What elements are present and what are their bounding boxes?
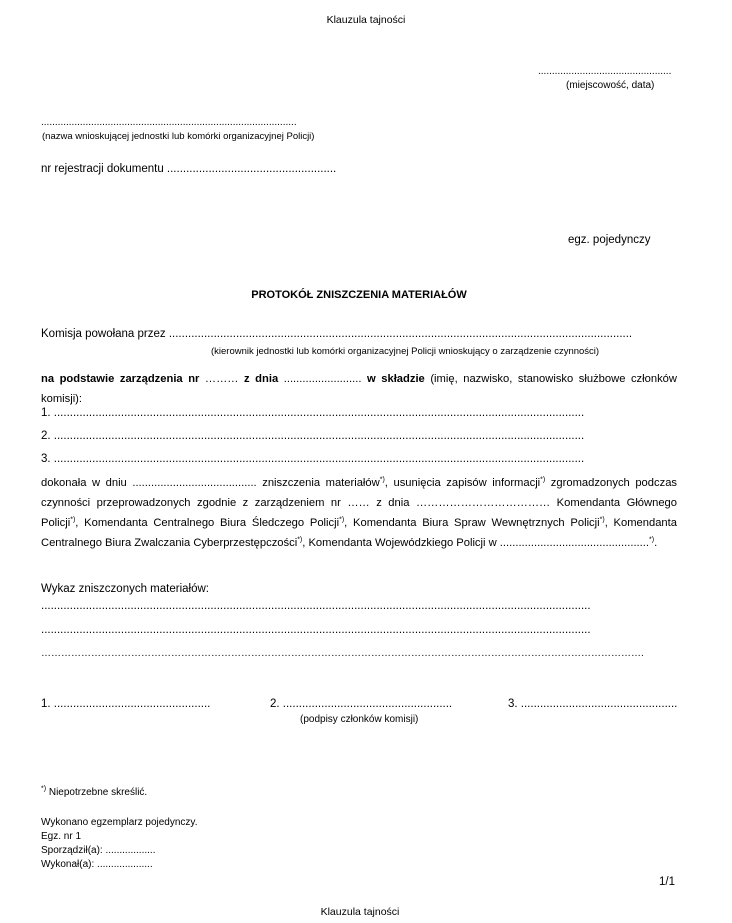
- basis-bold-date: z dnia: [244, 373, 279, 385]
- body-text-5: , Komendanta Biura Spraw Wewnętrznych Policji: [344, 517, 600, 529]
- list-line-1: ............................................................................................................................................................................: [41, 600, 591, 612]
- basis-date-dots: .........................: [278, 373, 367, 385]
- header-classification: Klauzula tajności: [326, 14, 406, 26]
- footer-classification: Klauzula tajności: [320, 906, 400, 918]
- footnote-mark: *): [339, 516, 345, 524]
- footnote-mark: *): [297, 536, 303, 544]
- body-paragraph: [41, 473, 677, 553]
- basis-order-dots: ………: [199, 373, 245, 385]
- body-text-7: , Komendanta Wojewódzkiego Policji w ................................................: [302, 537, 649, 549]
- registration-line: nr rejestracji dokumentu .....................................................: [41, 163, 337, 175]
- footnote-mark: *): [70, 516, 76, 524]
- unit-label: (nazwa wnioskującej jednostki lub komórki organizacyjnej Policji): [42, 131, 315, 142]
- commission-line: Komisja powołana przez .................................................................................................................................................: [41, 328, 633, 340]
- document-title: PROTOKÓŁ ZNISZCZENIA MATERIAŁÓW: [251, 289, 467, 301]
- body-text-2: , usunięcia zapisów informacji: [384, 477, 541, 489]
- member-line-2: 2. ......................................................................................................................................................................: [41, 430, 585, 442]
- footnote-mark: *): [540, 476, 546, 484]
- footer-info-4: Wykonał(a): ....................: [41, 859, 153, 870]
- basis-bold-order: na podstawie zarządzenia nr: [41, 373, 200, 385]
- footnote: [41, 787, 147, 798]
- footer-info-3: Sporządził(a): ..................: [41, 845, 156, 856]
- place-date-label: (miejscowość, data): [566, 80, 655, 91]
- body-text-8: .: [654, 537, 658, 549]
- commission-caption: (kierownik jednostki lub komórki organizacyjnej Policji wnioskujący o zarządzenie czynności): [211, 346, 600, 357]
- basis-rest: (imię, nazwisko, stanowisko służbowe członków komisji):: [41, 373, 677, 405]
- place-date-dots: ................................................: [538, 66, 672, 77]
- footnote-mark: *): [649, 536, 655, 544]
- member-line-3: 3. ......................................................................................................................................................................: [41, 453, 585, 465]
- footnote-mark: *): [599, 516, 605, 524]
- basis-paragraph: [41, 369, 677, 409]
- signature-1: 1. .................................................: [41, 698, 211, 710]
- list-label: Wykaz zniszczonych materiałów:: [41, 583, 209, 595]
- body-text-3: zgromadzonych podczas czynności przeprowadzonych zgodnie z zarządzeniem nr …… z dnia ……………………………… Komendanta Głównego Policji: [41, 477, 678, 529]
- footer-info-2: Egz. nr 1: [41, 831, 82, 842]
- body-text-1: dokonała w dniu ........................................ zniszczenia materiałów: [41, 477, 380, 489]
- list-line-3: ……………………………………………………………………………………………………………………………………………………………….: [41, 648, 644, 659]
- body-text-4: , Komendanta Centralnego Biura Śledczego Policji: [75, 517, 340, 529]
- basis-bold-composition: w składzie: [367, 373, 425, 385]
- page-number: 1/1: [659, 876, 675, 888]
- list-line-2: ............................................................................................................................................................................: [41, 624, 591, 636]
- signatures-caption: (podpisy członków komisji): [300, 714, 419, 725]
- signature-2: 2. .....................................................: [270, 698, 453, 710]
- copy-note: egz. pojedynczy: [568, 234, 651, 246]
- member-line-1: 1. ......................................................................................................................................................................: [41, 407, 585, 419]
- footnote-mark: *): [379, 476, 385, 484]
- signature-3: 3. .................................................: [508, 698, 678, 710]
- footnote-mark: *): [41, 785, 47, 793]
- footnote-text: Niepotrzebne skreślić.: [46, 787, 148, 798]
- unit-dots: ............................................................................................: [41, 117, 297, 128]
- footer-info-1: Wykonano egzemplarz pojedynczy.: [41, 817, 198, 828]
- body-text-6: , Komendanta Centralnego Biura Zwalczania Cyberprzestępczości: [41, 517, 677, 549]
